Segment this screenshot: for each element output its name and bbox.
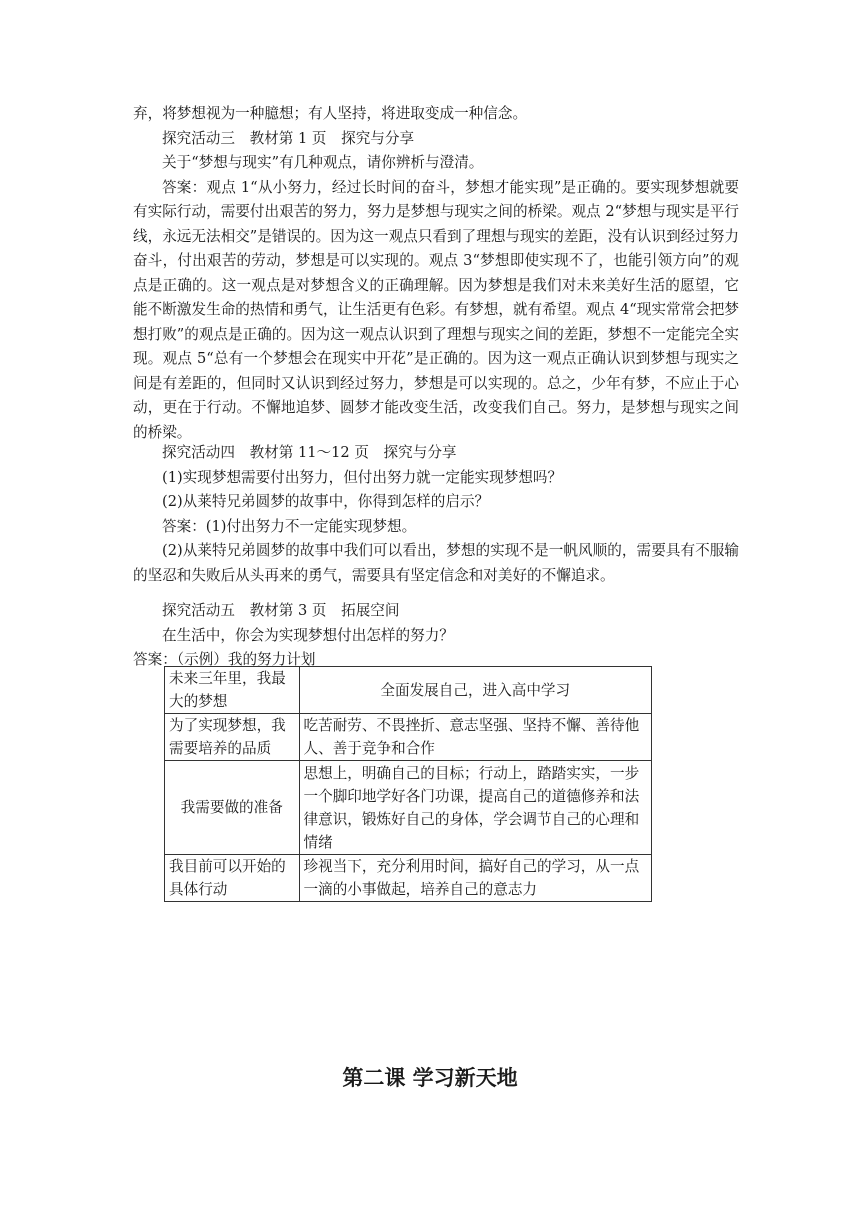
activity3-heading: 探究活动三 教材第 1 页 探究与分享 bbox=[162, 129, 415, 147]
table-row bbox=[165, 761, 652, 855]
body-text-top bbox=[133, 102, 739, 445]
body-text-activity4 bbox=[133, 441, 739, 588]
activity4-heading: 探究活动四 教材第 11～12 页 探究与分享 bbox=[162, 444, 457, 461]
activity5-heading: 探究活动五 教材第 3 页 拓展空间 bbox=[162, 602, 400, 619]
row-content: 全面发展自己，进入高中学习 bbox=[299, 667, 651, 714]
activity5-answer-intro: 答案：（示例）我的努力计划 bbox=[133, 651, 316, 668]
activity4-answer-2: (2)从莱特兄弟圆梦的故事中我们可以看出，梦想的实现不是一帆风顺的，需要具有不服输的坚忍和失败后从头再来的勇气，需要具有坚定信念和对美好的不懈追求。 bbox=[133, 542, 739, 584]
body-text-activity5 bbox=[133, 599, 739, 673]
effort-plan-table bbox=[164, 666, 652, 902]
chapter-title: 第二课 学习新天地 bbox=[342, 1066, 518, 1090]
table-row bbox=[165, 667, 652, 714]
activity4-question-2: (2)从莱特兄弟圆梦的故事中，你得到怎样的启示？ bbox=[162, 493, 490, 510]
row-content: 珍视当下，充分利用时间，搞好自己的学习，从一点一滴的小事做起，培养自己的意志力 bbox=[299, 855, 651, 902]
row-content: 思想上，明确自己的目标；行动上，踏踏实实，一步一个脚印地学好各门功课，提高自己的道德修养和法律意识，锻炼好自己的身体，学会调节自己的心理和情绪 bbox=[299, 761, 651, 855]
row-label: 未来三年里，我最大的梦想 bbox=[165, 667, 300, 714]
row-label: 我需要做的准备 bbox=[165, 761, 300, 855]
paragraph-continuation: 弃，将梦想视为一种臆想；有人坚持，将进取变成一种信念。 bbox=[133, 105, 528, 122]
activity4-question-1: (1)实现梦想需要付出努力，但付出努力就一定能实现梦想吗？ bbox=[162, 468, 563, 486]
activity5-question: 在生活中，你会为实现梦想付出怎样的努力？ bbox=[162, 626, 454, 644]
activity3-question: 关于“梦想与现实”有几种观点，请你辨析与澄清。 bbox=[162, 154, 484, 171]
row-label: 为了实现梦想，我需要培养的品质 bbox=[165, 714, 300, 761]
table-row bbox=[165, 714, 652, 761]
activity4-answer-1: 答案：(1)付出努力不一定能实现梦想。 bbox=[162, 517, 417, 535]
table-row bbox=[165, 855, 652, 902]
row-label: 我目前可以开始的具体行动 bbox=[165, 855, 300, 902]
activity3-answer: 答案：观点 1“从小努力，经过长时间的奋斗，梦想才能实现”是正确的。要实现梦想就要有实际行动，需要付出艰苦的努力，努力是梦想与现实之间的桥梁。观点 2“梦想与现实是平行线，永远无法相交”是错误的。因为这一观点只看到了理想与现实的差距，没有认识到经过努力奋斗，付出艰苦的劳动，梦想是可以实现的。观点 3“梦想即使实现不了，也能引领方向”的观点是正确的。这一观点是对梦想含义的正确理解。因为梦想是我们对未来美好生活的愿望，它能不断激发生命的热情和勇气，让生活更有色彩。有梦想，就有希望。观点 4“现实常常会把梦想打败”的观点是正确的。因为这一观点认识到了理想与现实之间的差距，梦想不一定能完全实现。观点 5“总有一个梦想会在现实中开花”是正确的。因为这一观点正确认识到梦想与现实之间是有差距的，但同时又认识到经过努力，梦想是可以实现的。总之，少年有梦，不应止于心动，更在于行动。不懈地追梦、圆梦才能改变生活，改变我们自己。努力，是梦想与现实之间的桥梁。 bbox=[133, 178, 739, 441]
row-content: 吃苦耐劳、不畏挫折、意志坚强、坚持不懈、善待他人、善于竞争和合作 bbox=[299, 714, 651, 761]
